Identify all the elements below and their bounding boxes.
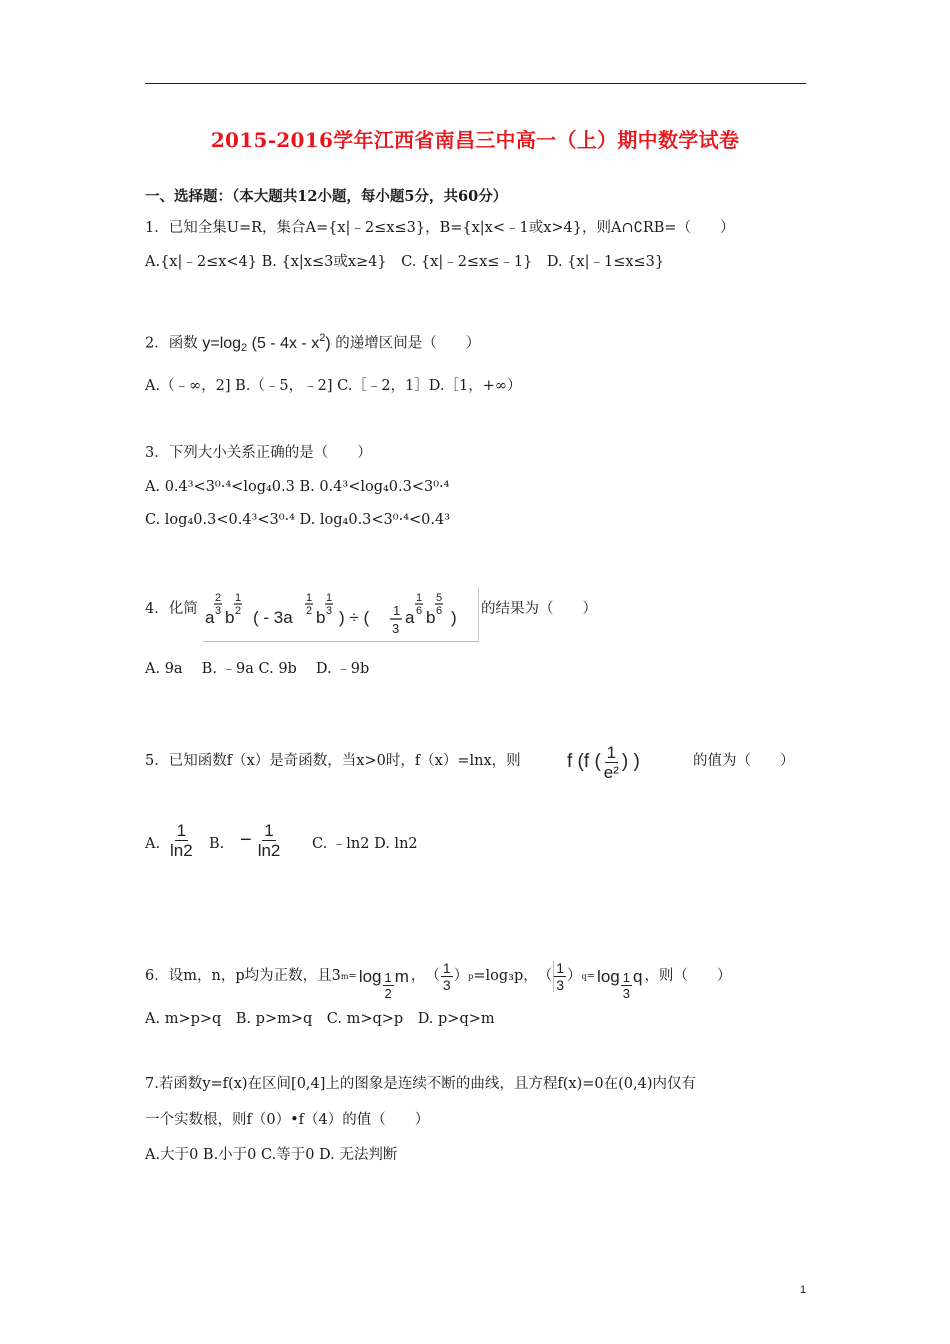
- svg-text:2: 2: [215, 592, 222, 604]
- svg-text:b: b: [426, 608, 436, 627]
- question-4-options: A. 9a B. ﹣9a C. 9b D. ﹣9b: [145, 661, 370, 677]
- svg-text:1: 1: [393, 603, 401, 618]
- svg-text:( - 3a: ( - 3a: [253, 608, 293, 627]
- page-number: 1: [800, 1284, 807, 1296]
- svg-text:5: 5: [436, 592, 443, 604]
- question-3-stem: 3．下列大小关系正确的是（ ）: [145, 445, 372, 461]
- question-7-line-1: 7.若函数y=f(x)在区间[0,4]上的图象是连续不断的曲线，且方程f(x)=0在(0,4)内仅有: [145, 1076, 697, 1092]
- question-6-options: A. m>p>q B. p>m>q C. m>q>p D. p>q>m: [145, 1011, 495, 1027]
- svg-text:1: 1: [306, 592, 313, 604]
- svg-text:3: 3: [392, 621, 400, 636]
- question-2-options: A.（﹣∞，2] B.（﹣5，﹣2] C.［﹣2，1］D.［1，+∞）: [145, 378, 522, 394]
- svg-text:3: 3: [215, 605, 222, 617]
- section-heading: 一、选择题：（本大题共12小题，每小题5分，共60分）: [145, 188, 508, 205]
- question-3-options-ab: A. 0.4³<3⁰·⁴<log₄0.3 B. 0.4³<log₄0.3<3⁰·⁴: [145, 479, 450, 495]
- question-3-options-cd: C. log₄0.3<0.4³<3⁰·⁴ D. log₄0.3<3⁰·⁴<0.4³: [145, 512, 451, 528]
- svg-text:) ÷ (: ) ÷ (: [339, 608, 370, 627]
- fraction: $\frac{1}{\text{e²}}$: [603, 742, 619, 782]
- svg-text:2: 2: [306, 605, 313, 617]
- svg-text:b: b: [225, 608, 235, 627]
- svg-text:3: 3: [326, 605, 333, 617]
- question-5-options-cd: C. ﹣ln2 D. ln2: [312, 836, 418, 852]
- svg-text:b: b: [316, 608, 326, 627]
- option-b-fraction: − $\frac{1}{\ln 2}$: [240, 821, 281, 860]
- svg-text:2: 2: [235, 605, 242, 617]
- option-a-fraction: $\frac{1}{\ln 2}$: [170, 821, 193, 860]
- header-rule: [145, 83, 806, 84]
- log-base-third-formula: log $\frac{1}{3}$ q: [597, 967, 643, 1001]
- log-function-formula: $y=\log_2$ $(5 - 4x - x^2)$: [202, 332, 331, 354]
- one-third-fraction: $\frac{1}{3}$: [442, 960, 451, 993]
- question-5-stem: 5．已知函数f（x）是奇函数，当x>0时，f（x）=lnx，则: [145, 753, 521, 769]
- question-7-options: A.大于0 B.小于0 C.等于0 D. 无法判断: [145, 1147, 398, 1163]
- svg-text:6: 6: [436, 605, 443, 617]
- log-base-half-formula: log $\frac{1}{2}$ m: [358, 967, 409, 1001]
- question-5-suffix: 的值为（ ）: [693, 753, 795, 769]
- svg-text:1: 1: [416, 592, 423, 604]
- exponent-expression-graphic: [203, 587, 478, 641]
- one-third-fraction-2: $\frac{1}{3}$: [553, 961, 566, 992]
- svg-text:1: 1: [326, 592, 333, 604]
- svg-text:a: a: [405, 608, 415, 627]
- question-7-line-2: 一个实数根，则f（0）•f（4）的值（ ）: [145, 1112, 430, 1128]
- composite-function-formula: f (f ( $\frac{1}{\text{e²}}$ ) ): [567, 742, 640, 782]
- svg-text:): ): [451, 608, 457, 627]
- simplify-expression-formula: [203, 587, 479, 642]
- svg-text:a: a: [205, 608, 215, 627]
- question-5-option-b-label: B.: [209, 836, 225, 852]
- question-6-stem: 6．设m，n，p均为正数，且3 m = log $\frac{1}{2}$ m ， （ $\frac{1}{3}$ ） p =log₃p， （ $\frac{1}{3}$ ） q = log $\frac{1}{3}$ q ，则（ ）: [145, 953, 731, 1000]
- question-5-option-a-label: A.: [145, 836, 161, 852]
- question-1-stem: 1．已知全集U=R，集合A={x|﹣2≤x≤3}，B={x|x<﹣1或x>4}，则A∩∁RB=（ ）: [145, 220, 735, 236]
- question-4-suffix: 的结果为（ ）: [481, 601, 597, 617]
- svg-text:6: 6: [416, 605, 423, 617]
- question-1-options: A.{x|﹣2≤x<4} B. {x|x≤3或x≥4} C. {x|﹣2≤x≤﹣1} D. {x|﹣1≤x≤3}: [145, 254, 665, 270]
- page-title: 2015-2016学年江西省南昌三中高一（上）期中数学试卷: [210, 128, 740, 152]
- question-4-stem: 4．化简: [145, 601, 198, 617]
- svg-text:1: 1: [235, 592, 242, 604]
- question-2-stem: 2．函数 $y=\log_2$ $(5 - 4x - x^2)$ 的递增区间是（ ）: [145, 332, 481, 354]
